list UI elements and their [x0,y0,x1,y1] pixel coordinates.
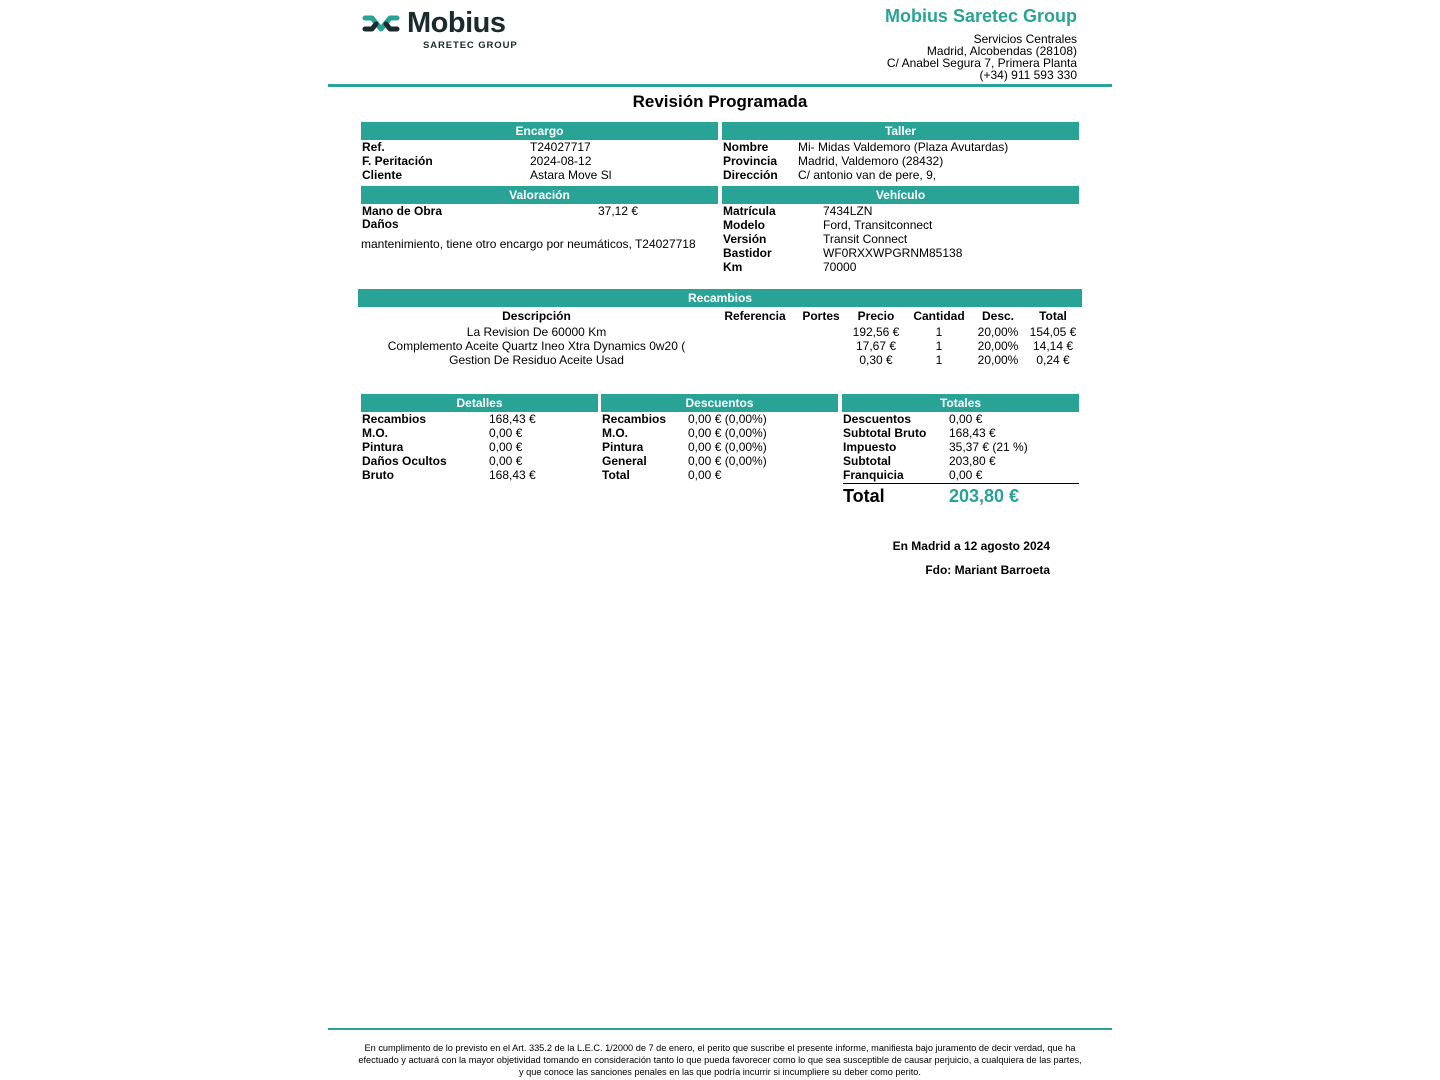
vehiculo-vin-value: WF0RXXWPGRNM85138 [823,246,963,260]
detalles-value: 168,43 € [489,468,536,482]
vehiculo-row [723,232,1079,246]
vehiculo-key: Km [723,260,743,274]
cell-quantity: 1 [935,339,943,353]
detalles-key: Bruto [362,468,394,482]
danos-description: mantenimiento, tiene otro encargo por neumáticos, T24027718 [361,237,696,251]
detalles-key: M.O. [362,426,388,440]
descuentos-row [602,440,838,454]
table-row [358,339,1082,353]
valoracion-row [362,204,718,218]
encargo-client-value: Astara Move Sl [530,168,612,182]
vehiculo-section [723,204,1079,274]
legal-line: y que conoce las sanciones penales en las que podría incurrir si incumpliere su deber como perito. [519,1067,921,1077]
section-header-taller: Taller [722,122,1079,140]
descuentos-row [602,426,838,440]
document-title: Revisión Programada [632,92,808,111]
valoracion-section [362,204,718,254]
detalles-value: 0,00 € [489,426,523,440]
descuentos-key: Recambios [602,412,667,426]
taller-name-value: Mi- Midas Valdemoro (Plaza Avutardas) [798,140,1009,154]
legal-notice [328,1042,1112,1078]
descuentos-value: 0,00 € (0,00%) [688,454,767,468]
column-header: Total [1039,309,1067,323]
totales-value: 168,43 € [949,426,996,440]
place-date: En Madrid a 12 agosto 2024 [892,539,1050,553]
table-row [358,353,1082,367]
cell-discount: 20,00% [977,325,1019,339]
taller-address-value: C/ antonio van de pere, 9, [798,168,937,182]
totales-value: 35,37 € (21 %) [949,440,1028,454]
brand-logo [362,9,522,55]
mobius-logo-icon [362,12,400,36]
company-line: C/ Anabel Segura 7, Primera Planta [886,56,1077,70]
grand-total-value: 203,80 € [949,486,1020,506]
vehiculo-row [723,218,1079,232]
section-header-encargo: Encargo [361,122,718,140]
encargo-row [362,140,718,154]
section-header-valoracion: Valoración [361,186,718,204]
danos-label: Daños [362,217,399,231]
cell-quantity: 1 [935,353,943,367]
taller-section [723,140,1079,182]
totales-row [843,454,1079,468]
valoracion-row [362,217,718,231]
cell-total: 14,14 € [1032,339,1074,353]
taller-row [723,154,1079,168]
vehiculo-row [723,246,1079,260]
total-divider [843,483,1079,484]
vehiculo-row [723,260,1079,274]
totales-row [843,412,1079,426]
totales-value: 0,00 € [949,412,983,426]
detalles-section [362,412,598,482]
grand-total-label: Total [843,486,885,506]
cell-discount: 20,00% [977,353,1019,367]
detalles-row [362,426,598,440]
descuentos-value: 0,00 € [688,468,722,482]
column-header: Cantidad [913,309,965,323]
cell-description: Complemento Aceite Quartz Ineo Xtra Dynamics 0w20 ( [387,339,686,353]
taller-key: Dirección [723,168,778,182]
section-header-recambios: Recambios [358,289,1082,307]
encargo-section [362,140,718,182]
detalles-row [362,454,598,468]
cell-discount: 20,00% [977,339,1019,353]
encargo-row [362,168,718,182]
mano-obra-label: Mano de Obra [362,204,443,218]
totales-key: Subtotal [843,454,891,468]
vehiculo-km-value: 70000 [823,260,857,274]
descuentos-value: 0,00 € (0,00%) [688,440,767,454]
mano-obra-value: 37,12 € [598,204,639,218]
section-header-totales: Totales [842,394,1079,412]
encargo-key: F. Peritación [362,154,433,168]
company-info [885,6,1077,81]
vehiculo-key: Matrícula [723,204,776,218]
vehiculo-key: Modelo [723,218,765,232]
taller-row [723,168,1079,182]
header-divider [328,84,1112,87]
column-header: Precio [857,309,895,323]
cell-price: 192,56 € [852,325,900,339]
cell-price: 0,30 € [859,353,893,367]
totales-row [843,426,1079,440]
descuentos-row [602,468,838,482]
column-header: Portes [802,309,840,323]
cell-description: Gestion De Residuo Aceite Usad [449,353,624,367]
detalles-key: Pintura [362,440,404,454]
section-header-detalles: Detalles [361,394,598,412]
totales-row [843,468,1079,482]
company-phone: (+34) 911 593 330 [979,68,1077,82]
company-line: Madrid, Alcobendas (28108) [926,44,1077,58]
section-header-vehiculo: Vehículo [722,186,1079,204]
descuentos-value: 0,00 € (0,00%) [688,426,767,440]
vehiculo-key: Bastidor [723,246,772,260]
vehiculo-plate-value: 7434LZN [823,204,873,218]
taller-key: Provincia [723,154,778,168]
vehiculo-model-value: Ford, Transitconnect [823,218,933,232]
encargo-key: Cliente [362,168,403,182]
totales-key: Descuentos [843,412,912,426]
taller-province-value: Madrid, Valdemoro (28432) [798,154,944,168]
cell-description: La Revision De 60000 Km [466,325,607,339]
descuentos-row [602,412,838,426]
cell-total: 154,05 € [1029,325,1077,339]
legal-line: En cumplimento de lo previsto en el Art. 335.2 de la L.E.C. 1/2000 de 7 de enero, el perito que suscribe el presente informe, manifiesta bajo juramento de decir verdad, que ha [364,1043,1076,1053]
footer-divider [328,1028,1112,1030]
descuentos-key: M.O. [602,426,628,440]
taller-key: Nombre [723,140,769,154]
column-header: Descripción [502,309,571,323]
cell-price: 17,67 € [855,339,897,353]
taller-row [723,140,1079,154]
encargo-ref-value: T24027717 [530,140,591,154]
detalles-row [362,468,598,482]
section-header-descuentos: Descuentos [601,394,838,412]
detalles-value: 168,43 € [489,412,536,426]
company-line: Servicios Centrales [973,32,1077,46]
vehiculo-key: Versión [723,232,767,246]
table-row [358,325,1082,339]
detalles-row [362,412,598,426]
legal-line: efectuado y actuará con la mayor objetividad tomando en consideración tanto lo que pueda favorecer como lo que sea susceptible de causar perjuicio, a cualquiera de las partes, [358,1055,1082,1065]
cell-total: 0,24 € [1036,353,1070,367]
totales-key: Franquicia [843,468,904,482]
descuentos-key: Total [602,468,630,482]
logo-wordmark: Mobius [407,7,506,39]
totales-value: 0,00 € [949,468,983,482]
descuentos-row [602,454,838,468]
descuentos-key: General [602,454,647,468]
detalles-value: 0,00 € [489,454,523,468]
descuentos-key: Pintura [602,440,644,454]
column-header: Desc. [981,309,1015,323]
totales-row [843,440,1079,454]
valoracion-row [361,237,717,251]
company-name: Mobius Saretec Group [884,6,1077,26]
table-header-row [358,309,1082,323]
descuentos-section [602,412,838,482]
totales-key: Subtotal Bruto [843,426,927,440]
logo-subtitle: SARETEC GROUP [423,40,518,51]
encargo-key: Ref. [362,140,385,154]
cell-quantity: 1 [935,325,943,339]
vehiculo-row [723,204,1079,218]
detalles-key: Recambios [362,412,427,426]
totales-section [843,412,1079,482]
encargo-row [362,154,718,168]
encargo-date-value: 2024-08-12 [530,154,592,168]
vehiculo-version-value: Transit Connect [823,232,908,246]
totales-key: Impuesto [843,440,897,454]
detalles-value: 0,00 € [489,440,523,454]
column-header: Referencia [724,309,786,323]
totales-value: 203,80 € [949,454,996,468]
detalles-row [362,440,598,454]
detalles-key: Daños Ocultos [362,454,447,468]
signed-by: Fdo: Mariant Barroeta [925,563,1050,577]
descuentos-value: 0,00 € (0,00%) [688,412,767,426]
